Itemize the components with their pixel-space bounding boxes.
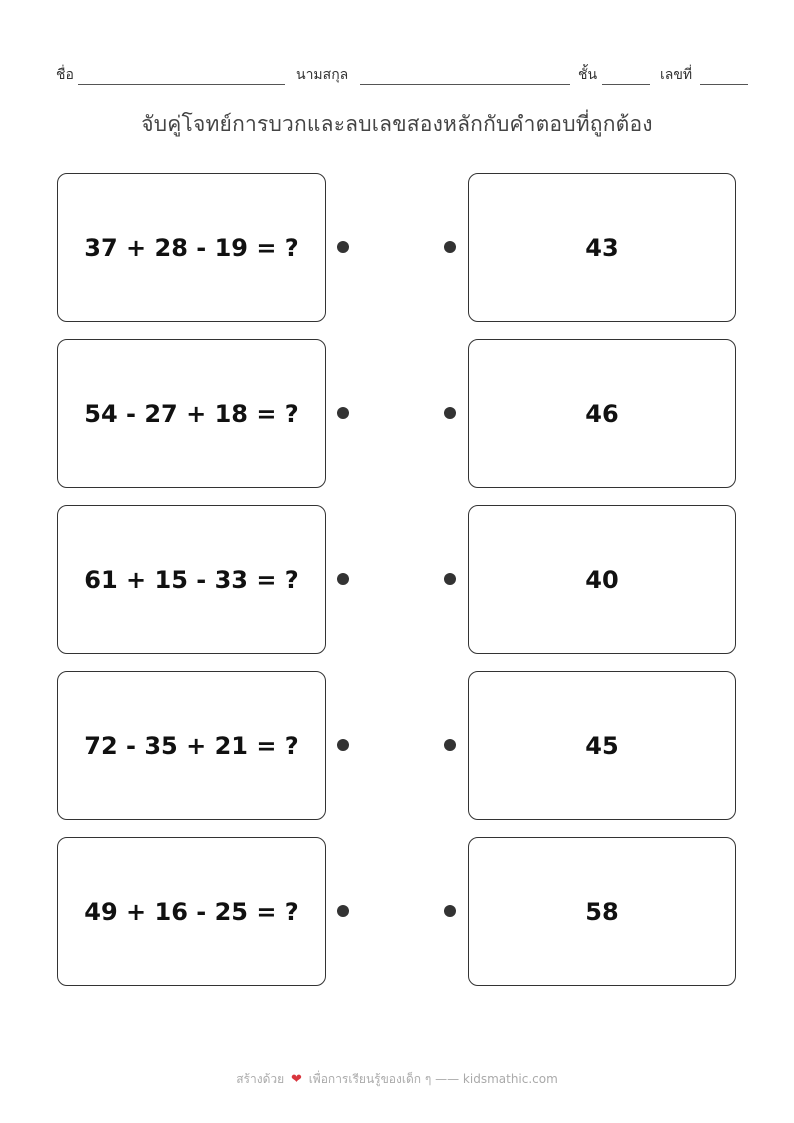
problem-card	[57, 837, 326, 986]
class-field-line[interactable]	[602, 84, 650, 85]
problem-card	[57, 339, 326, 488]
answer-text: 43	[585, 233, 619, 262]
answer-connector-dot[interactable]	[444, 573, 456, 585]
problem-connector-dot[interactable]	[337, 241, 349, 253]
problem-connector-dot[interactable]	[337, 573, 349, 585]
answer-connector-dot[interactable]	[444, 739, 456, 751]
name-label: ชื่อ	[56, 67, 74, 83]
answer-connector-dot[interactable]	[444, 241, 456, 253]
problem-card	[57, 671, 326, 820]
answer-text: 40	[585, 565, 619, 594]
answer-text: 45	[585, 731, 619, 760]
answer-connector-dot[interactable]	[444, 905, 456, 917]
problem-card	[57, 505, 326, 654]
problem-card	[57, 173, 326, 322]
footer-purpose: เพื่อการเรียนรู้ของเด็ก ๆ —— kidsmathic.com	[308, 1072, 558, 1086]
number-field-line[interactable]	[700, 84, 748, 85]
problem-text: 61 + 15 - 33 = ?	[84, 565, 299, 594]
answer-text: 58	[585, 897, 619, 926]
answer-text: 46	[585, 399, 619, 428]
name-field-line[interactable]	[78, 84, 285, 85]
heart-icon: ❤	[290, 1072, 302, 1087]
problem-text: 54 - 27 + 18 = ?	[84, 399, 299, 428]
surname-field-line[interactable]	[360, 84, 570, 85]
problem-text: 49 + 16 - 25 = ?	[84, 897, 299, 926]
answer-card	[468, 837, 736, 986]
answer-card	[468, 505, 736, 654]
problem-text: 37 + 28 - 19 = ?	[84, 233, 299, 262]
number-label: เลขที่	[660, 67, 693, 83]
answer-card	[468, 339, 736, 488]
problem-connector-dot[interactable]	[337, 739, 349, 751]
answer-card	[468, 671, 736, 820]
problem-text: 72 - 35 + 21 = ?	[84, 731, 299, 760]
worksheet-title: จับคู่โจทย์การบวกและลบเลขสองหลักกับคำตอบที่ถูกต้อง	[141, 112, 653, 136]
footer-made-with: สร้างด้วย	[236, 1072, 285, 1086]
student-info-header	[56, 64, 748, 86]
answer-connector-dot[interactable]	[444, 407, 456, 419]
class-label: ชั้น	[578, 67, 598, 83]
problem-connector-dot[interactable]	[337, 905, 349, 917]
problem-connector-dot[interactable]	[337, 407, 349, 419]
answer-card	[468, 173, 736, 322]
footer-credit	[0, 1070, 794, 1089]
surname-label: นามสกุล	[296, 67, 349, 83]
